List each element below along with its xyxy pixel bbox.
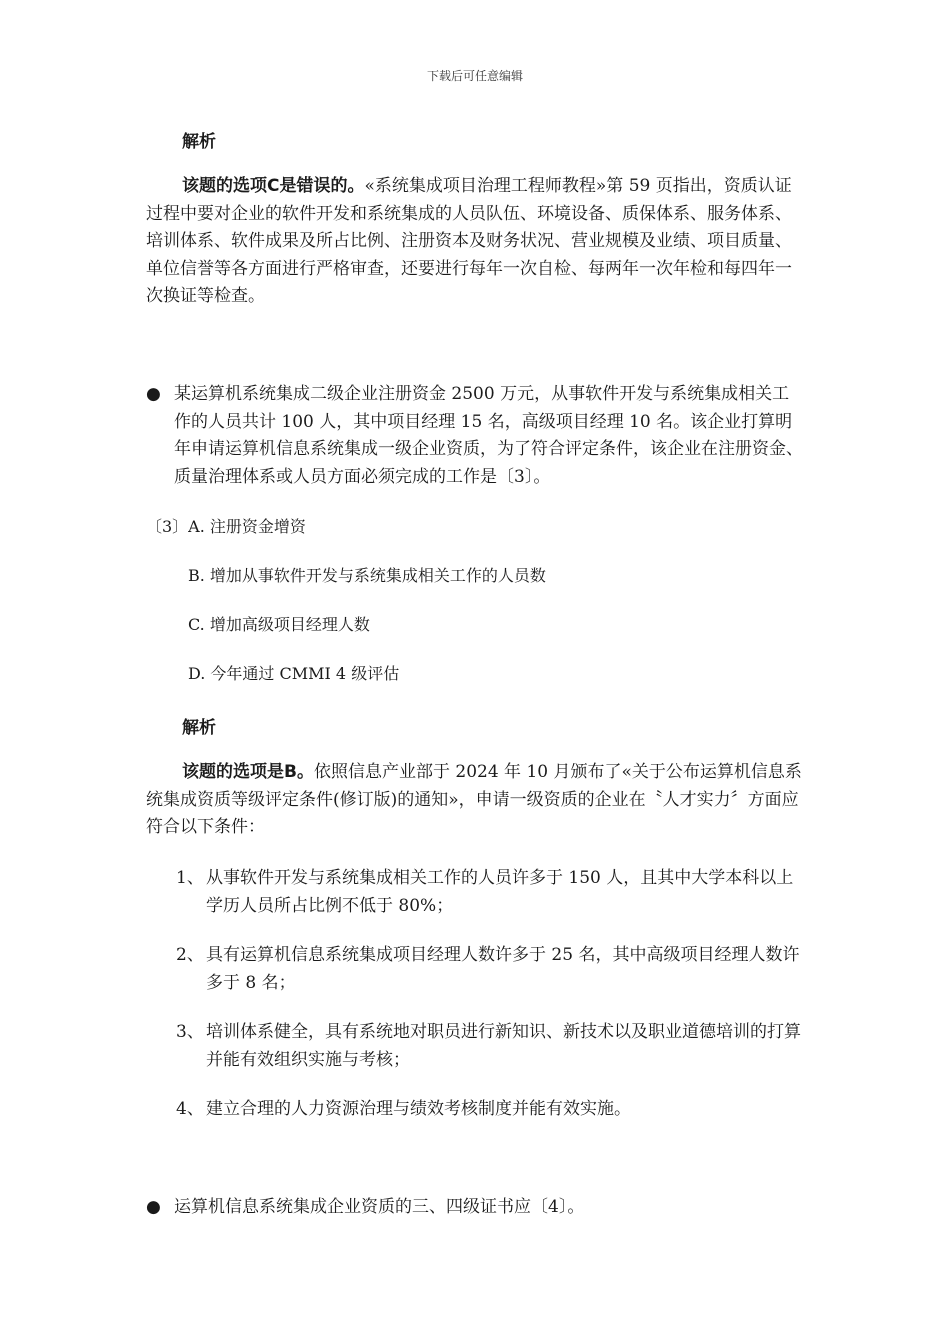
section2-body: 依照信息产业部于 2024 年 10 月颁布了«关于公布运算机信息系统集成资质等级评定条件(修订版)的通知»，申请一级资质的企业在〝人才实力〞方面应符合以下条件： xyxy=(146,762,802,837)
list-item-text: 从事软件开发与系统集成相关工作的人员许多于 150 人，且其中大学本科以上学历人员所占比例不低于 80%； xyxy=(206,868,794,916)
list-item-number: 1、 xyxy=(176,868,204,888)
question4 xyxy=(146,1194,806,1222)
list-item xyxy=(176,942,806,997)
page-header: 下载后可任意编辑 xyxy=(426,69,523,83)
question3-option-d: D. 今年通过 CMMI 4 级评估 xyxy=(188,664,400,683)
bullet-icon: ● xyxy=(146,384,161,404)
section2-lead: 该题的选项是B。 xyxy=(182,762,314,782)
section1-lead: 该题的选项C是错误的。 xyxy=(182,176,365,196)
list-item xyxy=(176,865,806,920)
section1-heading: 解析 xyxy=(182,132,216,152)
list-item xyxy=(176,1096,806,1124)
list-item-number: 2、 xyxy=(176,945,204,965)
list-item-text: 建立合理的人力资源治理与绩效考核制度并能有效实施。 xyxy=(206,1099,631,1119)
question3 xyxy=(146,381,806,491)
list-item xyxy=(176,1019,806,1074)
list-item-number: 4、 xyxy=(176,1099,204,1119)
list-item-number: 3、 xyxy=(176,1022,204,1042)
list-item-text: 具有运算机信息系统集成项目经理人数许多于 25 名，其中高级项目经理人数许多于 8 名； xyxy=(206,945,800,993)
question3-text: 某运算机系统集成二级企业注册资金 2500 万元，从事软件开发与系统集成相关工作的人员共计 100 人，其中项目经理 15 名，高级项目经理 10 名。该企业打算明年申请运算机信息系统集成一级企业资质，为了符合评定条件，该企业在注册资金、质量治理体系或人员方面必须完成的工作是〔3〕。 xyxy=(174,384,803,487)
question3-option-b: B. 增加从事软件开发与系统集成相关工作的人员数 xyxy=(188,566,546,585)
question3-option-a: 〔3〕A. 注册资金增资 xyxy=(146,517,306,536)
section1-paragraph xyxy=(146,173,806,311)
question3-option-c: C. 增加高级项目经理人数 xyxy=(188,615,370,634)
bullet-icon: ● xyxy=(146,1197,161,1217)
section2-paragraph xyxy=(146,759,806,842)
question4-text: 运算机信息系统集成企业资质的三、四级证书应〔4〕。 xyxy=(174,1197,585,1217)
section1-body: «系统集成项目治理工程师教程»第 59 页指出，资质认证过程中要对企业的软件开发和系统集成的人员队伍、环境设备、质保体系、服务体系、培训体系、软件成果及所占比例、注册资本及财务状况、营业规模及业绩、项目质量、单位信誉等各方面进行严格审查，还要进行每年一次自检、每两年一次年检和每四年一次换证等检查。 xyxy=(146,176,792,306)
section2-heading: 解析 xyxy=(182,718,216,738)
list-item-text: 培训体系健全，具有系统地对职员进行新知识、新技术以及职业道德培训的打算并能有效组织实施与考核； xyxy=(206,1022,801,1070)
